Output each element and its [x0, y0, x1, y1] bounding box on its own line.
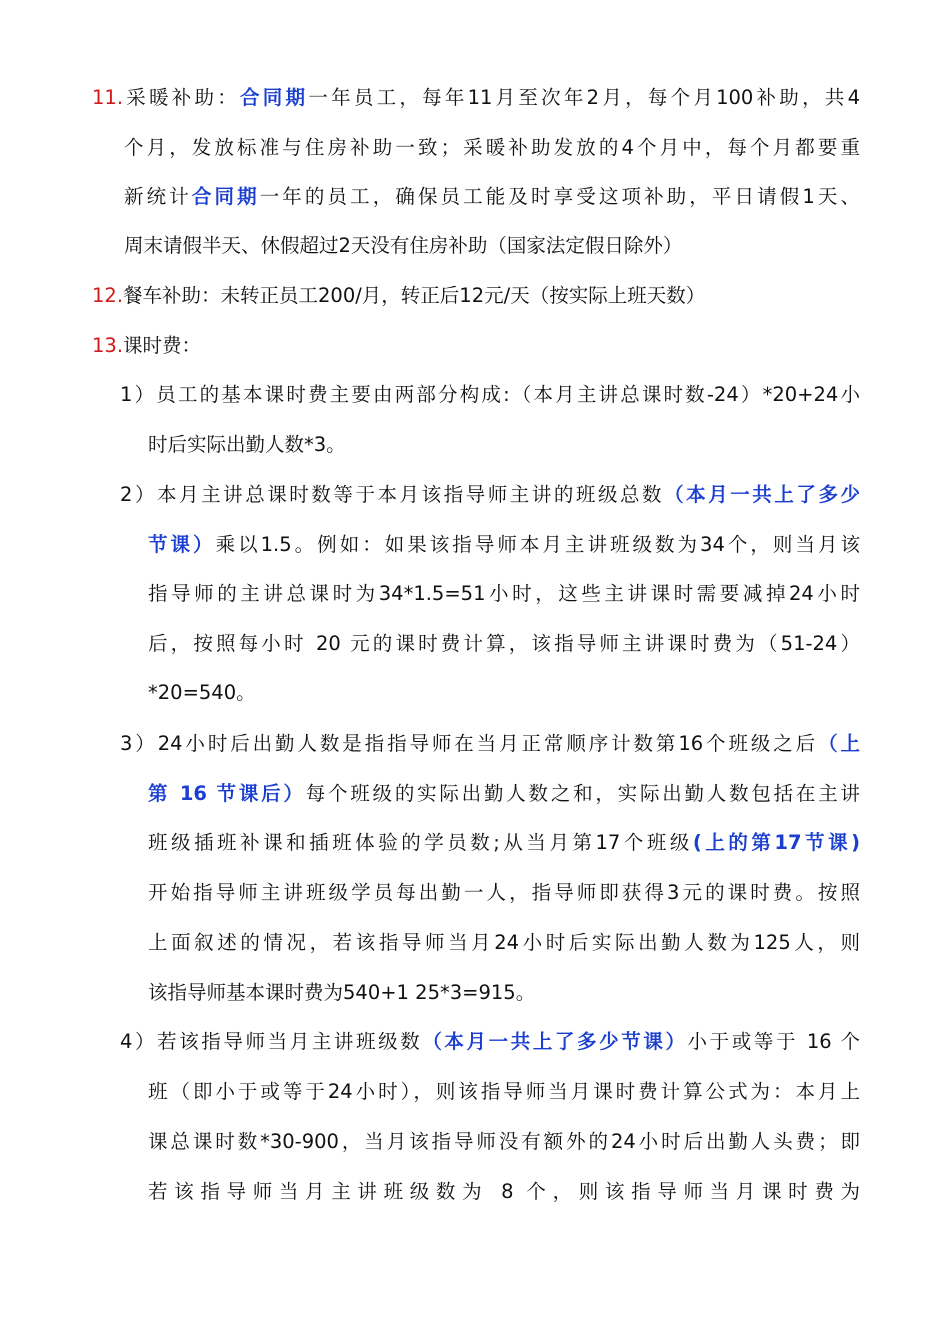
highlight-note: 节课）	[148, 533, 216, 556]
subitem-4-line-3: 课总课时数*30-900，当月该指导师没有额外的24小时后出勤人头费；即	[148, 1130, 860, 1153]
item-number: 13.	[92, 334, 124, 357]
highlight-note: （上	[818, 732, 860, 755]
subitem-4-line-2: 班（即小于或等于24小时），则该指导师当月课时费计算公式为：本月上	[148, 1080, 860, 1103]
subitem-marker: 3）	[120, 732, 158, 755]
subitem-2-line-5: *20=540。	[148, 681, 256, 704]
highlight-term: 合同期	[191, 185, 260, 208]
subitem-3-line-4: 开始指导师主讲班级学员每出勤一人，指导师即获得3元的课时费。按照	[148, 881, 860, 904]
subitem-4-line-4: 若该指导师当月主讲班级数为 8 个，则该指导师当月课时费为	[148, 1180, 860, 1203]
subitem-1-line-1: 1）员工的基本课时费主要由两部分构成:（本月主讲总课时数-24）*20+24小	[120, 383, 860, 406]
item-number: 12.	[92, 284, 124, 307]
highlight-note: (上的第17节课)	[692, 831, 860, 854]
item-11-line-4: 周末请假半天、休假超过2天没有住房补助（国家法定假日除外）	[124, 234, 683, 257]
subitem-3-line-5: 上面叙述的情况，若该指导师当月24小时后实际出勤人数为125人，则	[148, 931, 860, 954]
subitem-marker: 4）	[120, 1030, 158, 1053]
subitem-3-line-2: 第 16 节课后）每个班级的实际出勤人数之和，实际出勤人数包括在主讲	[148, 782, 860, 805]
subitem-2-line-2: 节课）乘以1.5。例如：如果该指导师本月主讲班级数为34个，则当月该	[148, 533, 860, 556]
subitem-marker: 1）	[120, 383, 157, 406]
item-13-line-1: 13.课时费：	[92, 334, 202, 357]
item-11-line-3: 新统计合同期一年的员工，确保员工能及时享受这项补助，平日请假1天、	[124, 185, 860, 208]
highlight-note: （本月一共上了多少节课）	[422, 1030, 688, 1053]
subitem-2-line-3: 指导师的主讲总课时为34*1.5=51小时，这些主讲课时需要减掉24小时	[148, 582, 860, 605]
item-number: 11.	[92, 86, 124, 109]
subitem-2-line-1: 2）本月主讲总课时数等于本月该指导师主讲的班级总数（本月一共上了多少	[120, 483, 860, 506]
subitem-2-line-4: 后，按照每小时 20 元的课时费计算，该指导师主讲课时费为（51-24）	[148, 632, 860, 655]
subitem-3-line-1: 3）24小时后出勤人数是指指导师在当月正常顺序计数第16个班级之后（上	[120, 732, 860, 755]
highlight-note: （本月一共上了多少	[664, 483, 860, 506]
item-11-line-1: 11.采暖补助：合同期一年员工，每年11月至次年2月，每个月100补助，共4	[92, 86, 860, 109]
highlight-term: 合同期	[240, 86, 309, 109]
subitem-3-line-6: 该指导师基本课时费为540+1 25*3=915。	[148, 981, 536, 1004]
subitem-marker: 2）	[120, 483, 158, 506]
highlight-note: 第 16 节课后）	[148, 782, 306, 805]
item-11-line-2: 个月，发放标准与住房补助一致；采暖补助发放的4个月中，每个月都要重	[124, 136, 860, 159]
subitem-4-line-1: 4）若该指导师当月主讲班级数（本月一共上了多少节课）小于或等于 16 个	[120, 1030, 860, 1053]
subitem-1-line-2: 时后实际出勤人数*3。	[148, 433, 346, 456]
item-12-line-1: 12.餐车补助：未转正员工200/月，转正后12元/天（按实际上班天数）	[92, 284, 706, 307]
subitem-3-line-3: 班级插班补课和插班体验的学员数;从当月第17个班级(上的第17节课)	[148, 831, 860, 854]
